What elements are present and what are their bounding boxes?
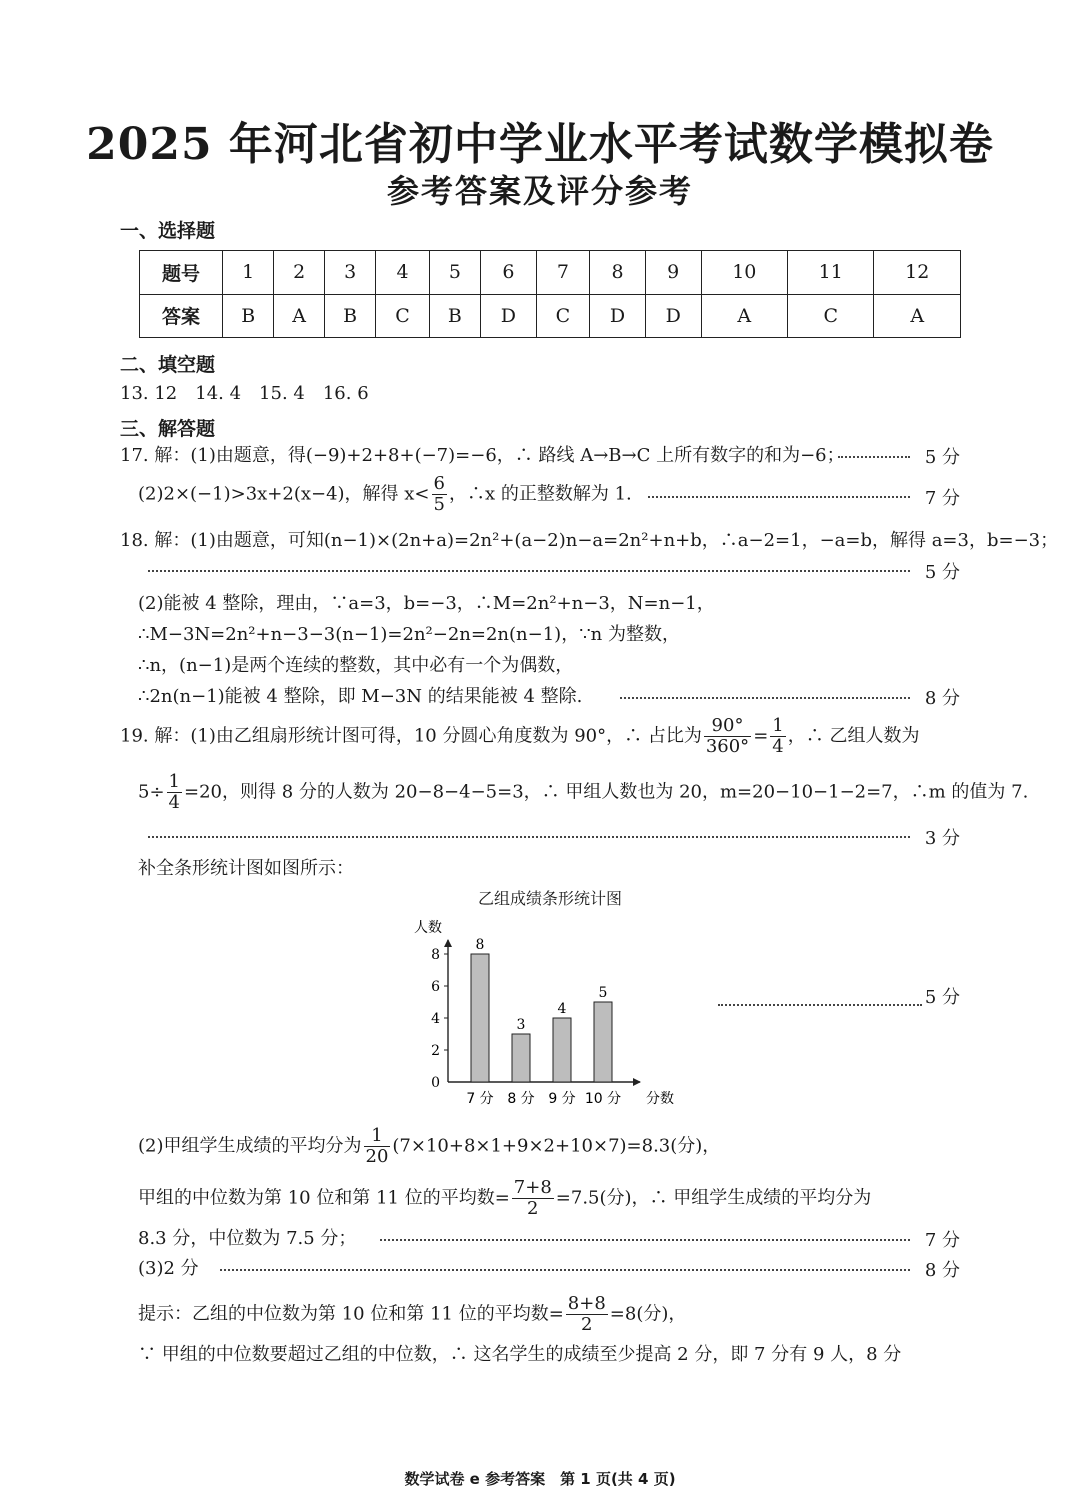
fraction-denominator: 2 (527, 1198, 539, 1219)
table-row-label: 题号 (140, 251, 223, 295)
bar (553, 1018, 571, 1082)
q19-line-6: 8.3 分，中位数为 7.5 分； (138, 1228, 357, 1249)
question-number: 10 (701, 251, 787, 295)
bar-chart (400, 910, 700, 1110)
answer-cell: C (536, 294, 589, 338)
q19-line-4 (138, 1126, 720, 1167)
dot-leader (380, 1235, 910, 1241)
answer-cell: B (324, 294, 375, 338)
answer-cell: D (481, 294, 537, 338)
table-row (140, 251, 961, 295)
fraction-denominator: 2 (581, 1314, 593, 1335)
fraction-denominator: 5 (433, 494, 445, 515)
question-number: 6 (481, 251, 537, 295)
equals-sign: = (753, 725, 769, 747)
bar-value-label: 4 (557, 1001, 567, 1017)
text-span: ，∴x 的正整数解为 1. (448, 483, 632, 505)
answer-cell: C (788, 294, 874, 338)
page-subtitle: 参考答案及评分参考 (386, 172, 693, 210)
q19-line-7: (3)2 分 (138, 1258, 199, 1279)
q18-line-5: ∴2n(n−1)能被 4 整除，即 M−3N 的结果能被 4 整除. (138, 686, 583, 707)
chart-title: 乙组成绩条形统计图 (477, 889, 622, 908)
fraction-numerator: 1 (364, 1126, 391, 1147)
dot-leader (620, 693, 910, 699)
question-number: 7 (536, 251, 589, 295)
fraction (770, 716, 785, 757)
answer-cell: A (274, 294, 325, 338)
score-label: 5 分 (924, 447, 960, 468)
score-label: 8 分 (924, 1260, 960, 1281)
bar (512, 1034, 530, 1082)
bar-value-label: 5 (598, 985, 608, 1001)
y-axis-label: 人数 (414, 920, 442, 936)
text-span: =20，则得 8 分的人数为 20−8−4−5=3，∴ 甲组人数也为 20，m=20−10−1−2=7，∴m 的值为 7. (184, 781, 1029, 803)
q18-line-4: ∴n，(n−1)是两个连续的整数，其中必有一个为偶数， (138, 655, 574, 676)
bar-value-label: 3 (516, 1017, 526, 1033)
y-tick-label: 4 (431, 1011, 440, 1027)
answer-cell: D (645, 294, 701, 338)
text-span: (7×10+8×1+9×2+10×7)=8.3(分)， (392, 1135, 721, 1157)
dot-leader (838, 452, 910, 458)
x-axis-label: 分数 (646, 1091, 674, 1107)
score-label: 3 分 (924, 828, 960, 849)
text-span: 甲组的中位数为第 10 位和第 11 位的平均数= (138, 1187, 510, 1209)
q17-line-1: 17. 解：(1)由题意，得(−9)+2+8+(−7)=−6，∴ 路线 A→B→C 上所有数字的和为−6； (120, 445, 845, 466)
fraction (167, 772, 182, 813)
fraction-numerator: 1 (772, 715, 784, 736)
fraction-numerator: 1 (168, 771, 180, 792)
answer-cell: A (701, 294, 787, 338)
answer-cell: A (874, 294, 961, 338)
text-span: =7.5(分)，∴ 甲组学生成绩的平均分为 (555, 1187, 872, 1209)
fraction-denominator: 4 (772, 736, 784, 757)
question-number: 1 (223, 251, 274, 295)
x-tick-label: 10 分 (584, 1091, 622, 1107)
x-tick-label: 7 分 (466, 1091, 494, 1107)
section-heading-fill: 二、填空题 (120, 354, 216, 376)
dot-leader (220, 1265, 910, 1271)
bar-value-label: 8 (475, 937, 485, 953)
text-span: =8(分)， (609, 1303, 687, 1325)
fraction-denominator: 20 (365, 1146, 389, 1167)
y-tick-label: 2 (431, 1043, 440, 1059)
fraction-numerator: 8+8 (567, 1293, 606, 1314)
score-label: 8 分 (924, 688, 960, 709)
q19-line-1 (120, 716, 919, 757)
section-heading-choice: 一、选择题 (120, 220, 216, 242)
q18-line-2: (2)能被 4 整除，理由，∵a=3，b=−3，∴M=2n²+n−3，N=n−1， (138, 593, 715, 614)
dot-leader (148, 566, 910, 572)
fraction-denominator: 4 (168, 792, 180, 813)
bar (471, 954, 489, 1082)
fraction-numerator: 7+8 (513, 1177, 552, 1198)
fraction-denominator: 360° (705, 736, 750, 757)
question-number: 12 (874, 251, 961, 295)
q18-line-1: 18. 解：(1)由题意，可知(n−1)×(2n+a)=2n²+(a−2)n−a=2n²+n+b，∴a−2=1，−a=b，解得 a=3，b=−3； (120, 530, 1059, 551)
x-axis-arrow (633, 1078, 641, 1086)
fraction (566, 1294, 608, 1335)
text-span: 19. 解：(1)由乙组扇形统计图可得，10 分圆心角度数为 90°，∴ 占比为 (120, 725, 702, 747)
fraction (704, 716, 751, 757)
fraction-numerator: 6 (433, 473, 445, 494)
fraction (432, 474, 447, 515)
answer-cell: B (223, 294, 274, 338)
text-span: 提示：乙组的中位数为第 10 位和第 11 位的平均数= (138, 1303, 564, 1325)
score-label: 7 分 (924, 488, 960, 509)
dot-leader (718, 1000, 922, 1006)
text-span: (2)甲组学生成绩的平均分为 (138, 1135, 362, 1157)
y-axis-arrow (444, 939, 452, 947)
fraction (364, 1126, 391, 1167)
bar (594, 1002, 612, 1082)
section-heading-solutions: 三、解答题 (120, 418, 216, 440)
page-footer: 数学试卷 e 参考答案 第 1 页(共 4 页) (404, 1470, 676, 1488)
choice-answer-table (139, 250, 961, 338)
y-tick-label: 8 (431, 947, 440, 963)
table-row (140, 294, 961, 338)
dot-leader (648, 492, 910, 498)
q19-line-5 (138, 1178, 871, 1219)
q19-line-3: 补全条形统计图如图所示： (138, 858, 354, 879)
q19-hint-line (138, 1294, 686, 1335)
fraction-numerator: 90° (704, 716, 751, 737)
text-span: (2)2×(−1)>3x+2(x−4)，解得 x< (138, 483, 430, 505)
answer-cell: B (429, 294, 480, 338)
question-number: 4 (376, 251, 429, 295)
q19-line-2 (138, 772, 1028, 813)
dot-leader (148, 832, 910, 838)
fraction (512, 1178, 554, 1219)
question-number: 9 (645, 251, 701, 295)
question-number: 2 (274, 251, 325, 295)
text-span: ，∴ 乙组人数为 (787, 725, 920, 747)
y-tick-label: 6 (431, 979, 440, 995)
q17-line-2 (138, 474, 632, 515)
table-row-label: 答案 (140, 294, 223, 338)
page-title: 2025 年河北省初中学业水平考试数学模拟卷 (86, 119, 994, 170)
x-tick-label: 8 分 (507, 1091, 535, 1107)
score-label: 5 分 (924, 562, 960, 583)
x-tick-label: 9 分 (548, 1091, 576, 1107)
answer-cell: D (590, 294, 646, 338)
question-number: 11 (788, 251, 874, 295)
question-number: 8 (590, 251, 646, 295)
fill-answers: 13. 12 14. 4 15. 4 16. 6 (120, 383, 369, 404)
score-label: 7 分 (924, 1230, 960, 1251)
question-number: 5 (429, 251, 480, 295)
text-span: 5÷ (138, 781, 165, 803)
y-tick-label: 0 (431, 1075, 440, 1091)
q18-line-3: ∴M−3N=2n²+n−3−3(n−1)=2n²−2n=2n(n−1)，∵n 为整数， (138, 624, 680, 645)
answer-cell: C (376, 294, 429, 338)
score-label: 5 分 (924, 987, 960, 1008)
question-number: 3 (324, 251, 375, 295)
q19-line-9: ∵ 甲组的中位数要超过乙组的中位数，∴ 这名学生的成绩至少提高 2 分，即 7 分有 9 人，8 分 (138, 1344, 902, 1365)
